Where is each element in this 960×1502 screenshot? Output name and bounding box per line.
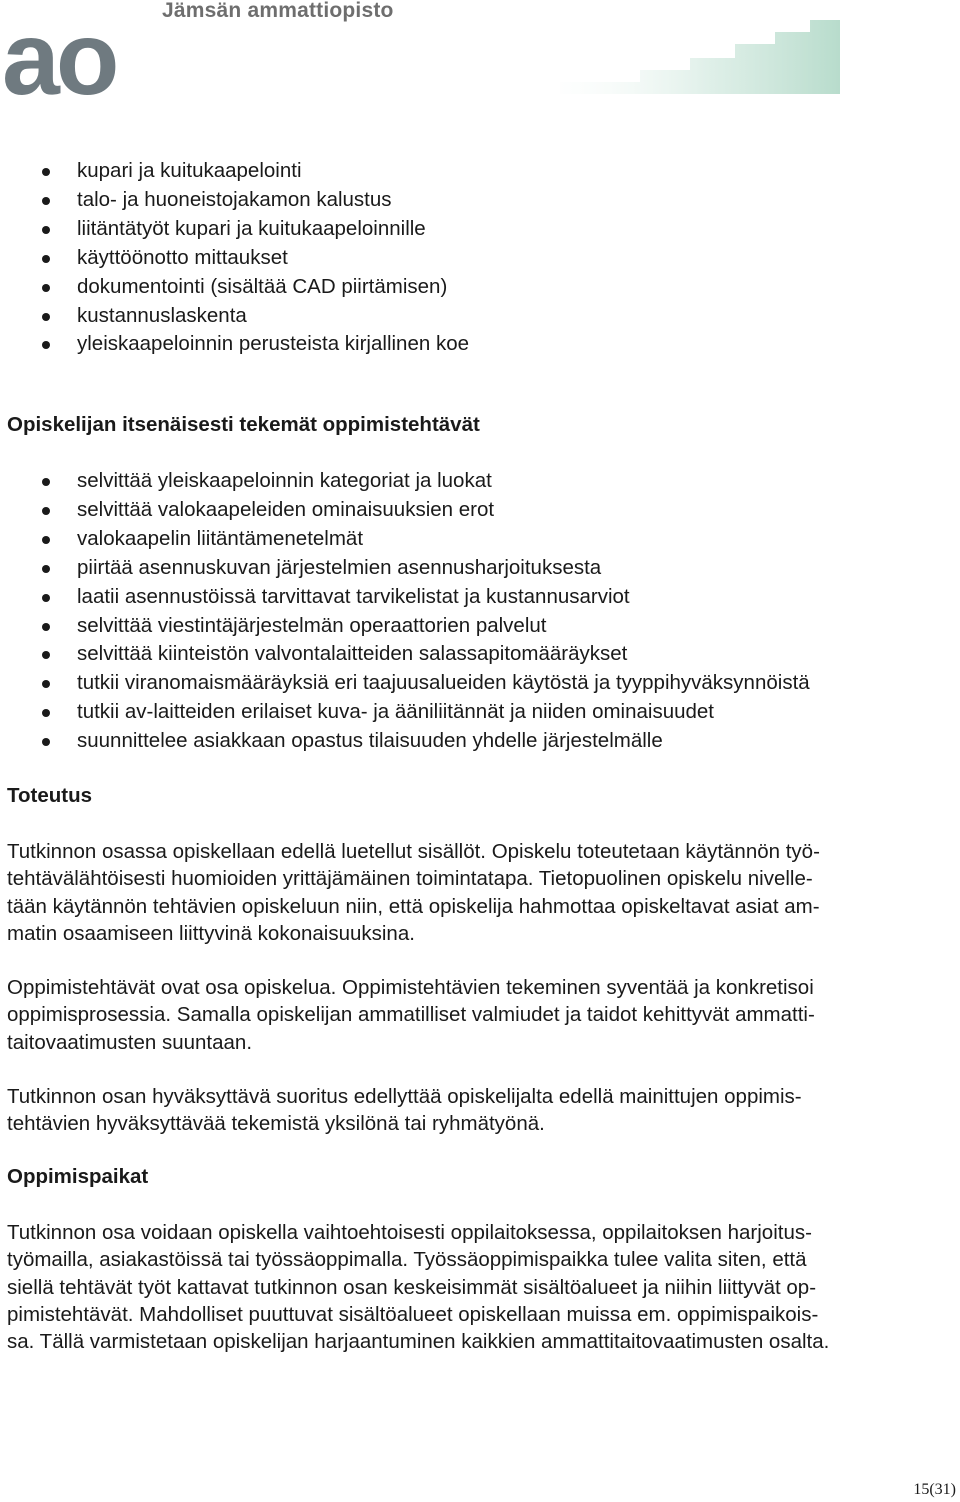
list-item: selvittää yleiskaapeloinnin kategoriat ja luokat (0, 467, 810, 496)
list-item: piirtää asennuskuvan järjestelmien asennusharjoituksesta (0, 554, 810, 583)
school-logo (0, 0, 160, 110)
list-item: yleiskaapeloinnin perusteista kirjallinen koe (0, 330, 469, 359)
topic-list (0, 157, 469, 359)
list-item: dokumentointi (sisältää CAD piirtämisen) (0, 273, 469, 302)
section-heading-toteutus: Toteutus (7, 784, 93, 807)
list-item: käyttöönotto mittaukset (0, 244, 469, 273)
list-item: talo- ja huoneistojakamon kalustus (0, 186, 469, 215)
paragraph (7, 1219, 957, 1355)
paragraph-line: Tutkinnon osa voidaan opiskella vaihtoehtoisesti oppilaitoksessa, oppilaitoksen harjoitus- (7, 1221, 812, 1244)
document-header (0, 0, 960, 110)
list-item: kupari ja kuitukaapelointi (0, 157, 469, 186)
list-item: selvittää kiinteistön valvontalaitteiden salassapitomääräykset (0, 640, 810, 669)
paragraph-line: työmailla, asiakastöissä tai työssäoppimalla. Työssäoppimispaikka tulee valita siten, että (7, 1248, 807, 1272)
tasks-list (0, 467, 810, 756)
list-item: kustannuslaskenta (0, 302, 469, 331)
stairs-graphic (520, 18, 845, 98)
paragraph-line: siellä tehtävät työt kattavat tutkinnon osan keskeisimmät sisältöalueet ja niihin liittyvät op- (7, 1275, 817, 1299)
school-name: Jämsän ammattiopisto (162, 0, 394, 22)
paragraph-line: oppimisprosessia. Samalla opiskelijan ammatilliset valmiudet ja taidot kehittyvät ammatti- (7, 1003, 815, 1027)
paragraph-line: tehtävälähtöisesti huomioiden yrittäjämäinen toimintatapa. Tietopuolinen opiskelu nivelle- (7, 867, 813, 891)
list-item: suunnittelee asiakkaan opastus tilaisuuden yhdelle järjestelmälle (0, 727, 810, 756)
paragraph-line: matin osaamiseen liittyvinä kokonaisuuksina. (7, 921, 415, 945)
paragraph-line: Tutkinnon osan hyväksyttävä suoritus edellyttää opiskelijalta edellä mainittujen oppimis- (7, 1085, 802, 1108)
page-number: 15(31) (913, 1481, 956, 1498)
section-heading-oppimispaikat: Oppimispaikat (7, 1165, 149, 1188)
logo-text: ao (2, 1, 116, 110)
paragraph-line: Oppimistehtävät ovat osa opiskelua. Oppimistehtävien tekeminen syventää ja konkretisoi (7, 976, 814, 999)
list-item: selvittää valokaapeleiden ominaisuuksien erot (0, 496, 810, 525)
paragraph (7, 1083, 957, 1138)
paragraph-line: tehtävien hyväksyttävää tekemistä yksilönä tai ryhmätyönä. (7, 1112, 545, 1136)
paragraph-line: sa. Tällä varmistetaan opiskelijan harjaantuminen kaikkien ammattitaitovaatimusten osalta. (7, 1330, 830, 1354)
paragraph-line: taitovaatimusten suuntaan. (7, 1030, 253, 1054)
paragraph-line: pimistehtävät. Mahdolliset puuttuvat sisältöalueet opiskellaan muissa em. oppimispaikois- (7, 1302, 819, 1326)
list-item: laatii asennustöissä tarvittavat tarvikelistat ja kustannusarviot (0, 583, 810, 612)
list-item: tutkii viranomaismääräyksiä eri taajuusalueiden käytöstä ja tyyppihyväksynnöistä (0, 669, 810, 698)
paragraph-line: Tutkinnon osassa opiskellaan edellä luetellut sisällöt. Opiskelu toteutetaan käytännön työ- (7, 840, 820, 863)
list-item: valokaapelin liitäntämenetelmät (0, 525, 810, 554)
list-item: liitäntätyöt kupari ja kuitukaapeloinnille (0, 215, 469, 244)
paragraph (7, 974, 957, 1056)
paragraph (7, 838, 957, 947)
section-heading-tasks: Opiskelijan itsenäisesti tekemät oppimistehtävät (7, 413, 480, 436)
paragraph-line: tään käytännön tehtävien opiskeluun niin, että opiskelija hahmottaa opiskeltavat asiat am- (7, 894, 820, 918)
list-item: tutkii av-laitteiden erilaiset kuva- ja ääniliitännät ja niiden ominaisuudet (0, 698, 810, 727)
list-item: selvittää viestintäjärjestelmän operaattorien palvelut (0, 612, 810, 641)
